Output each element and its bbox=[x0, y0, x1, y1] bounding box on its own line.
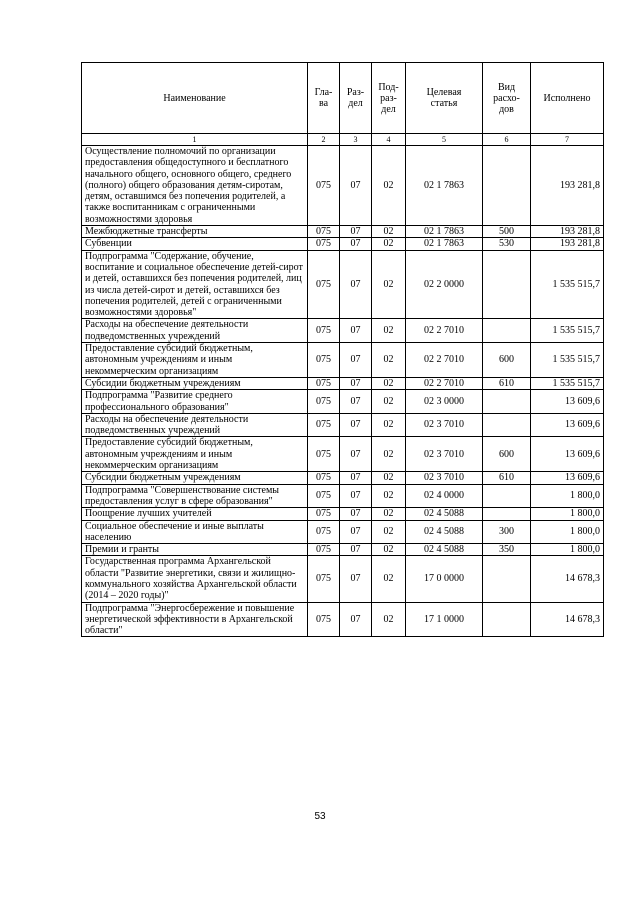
name-cell: Субвенции bbox=[82, 238, 308, 250]
table-row bbox=[82, 226, 604, 238]
column-number: 6 bbox=[483, 134, 531, 146]
vid-cell: 500 bbox=[483, 226, 531, 238]
glava-cell: 075 bbox=[308, 390, 340, 414]
name-cell: Подпрограмма "Развитие среднего профессионального образования" bbox=[82, 390, 308, 414]
table-row bbox=[82, 472, 604, 484]
podrazdel-cell: 02 bbox=[372, 508, 406, 520]
amount-cell: 13 609,6 bbox=[531, 413, 604, 437]
name-cell: Расходы на обеспечение деятельности подведомственных учреждений bbox=[82, 413, 308, 437]
vid-cell: 300 bbox=[483, 520, 531, 544]
razdel-cell: 07 bbox=[340, 556, 372, 602]
amount-cell: 14 678,3 bbox=[531, 556, 604, 602]
podrazdel-cell: 02 bbox=[372, 250, 406, 319]
table-header bbox=[82, 63, 604, 146]
amount-cell: 1 800,0 bbox=[531, 508, 604, 520]
header-amount: Исполнено bbox=[531, 63, 604, 134]
vid-cell bbox=[483, 508, 531, 520]
statya-cell: 02 2 7010 bbox=[406, 343, 483, 378]
name-cell: Субсидии бюджетным учреждениям bbox=[82, 377, 308, 389]
table-row bbox=[82, 508, 604, 520]
razdel-cell: 07 bbox=[340, 343, 372, 378]
podrazdel-cell: 02 bbox=[372, 437, 406, 472]
statya-cell: 02 4 0000 bbox=[406, 484, 483, 508]
razdel-cell: 07 bbox=[340, 520, 372, 544]
podrazdel-cell: 02 bbox=[372, 226, 406, 238]
razdel-cell: 07 bbox=[340, 472, 372, 484]
table-row bbox=[82, 484, 604, 508]
glava-cell: 075 bbox=[308, 602, 340, 637]
column-number: 7 bbox=[531, 134, 604, 146]
statya-cell: 02 2 0000 bbox=[406, 250, 483, 319]
amount-cell: 1 535 515,7 bbox=[531, 250, 604, 319]
table-body bbox=[82, 146, 604, 637]
table-row bbox=[82, 250, 604, 319]
razdel-cell: 07 bbox=[340, 437, 372, 472]
vid-cell: 600 bbox=[483, 437, 531, 472]
column-number: 2 bbox=[308, 134, 340, 146]
statya-cell: 02 3 7010 bbox=[406, 437, 483, 472]
amount-cell: 193 281,8 bbox=[531, 226, 604, 238]
razdel-cell: 07 bbox=[340, 377, 372, 389]
amount-cell: 1 800,0 bbox=[531, 484, 604, 508]
statya-cell: 02 1 7863 bbox=[406, 146, 483, 226]
razdel-cell: 07 bbox=[340, 319, 372, 343]
statya-cell: 02 1 7863 bbox=[406, 226, 483, 238]
statya-cell: 02 3 0000 bbox=[406, 390, 483, 414]
razdel-cell: 07 bbox=[340, 544, 372, 556]
vid-cell bbox=[483, 250, 531, 319]
vid-cell bbox=[483, 390, 531, 414]
razdel-cell: 07 bbox=[340, 484, 372, 508]
table-row bbox=[82, 556, 604, 602]
podrazdel-cell: 02 bbox=[372, 238, 406, 250]
column-number: 4 bbox=[372, 134, 406, 146]
statya-cell: 17 1 0000 bbox=[406, 602, 483, 637]
budget-table bbox=[81, 62, 604, 637]
table-row bbox=[82, 343, 604, 378]
amount-cell: 14 678,3 bbox=[531, 602, 604, 637]
vid-cell bbox=[483, 484, 531, 508]
podrazdel-cell: 02 bbox=[372, 484, 406, 508]
razdel-cell: 07 bbox=[340, 250, 372, 319]
header-row bbox=[82, 63, 604, 134]
podrazdel-cell: 02 bbox=[372, 377, 406, 389]
statya-cell: 02 2 7010 bbox=[406, 377, 483, 389]
table-row bbox=[82, 390, 604, 414]
razdel-cell: 07 bbox=[340, 508, 372, 520]
amount-cell: 1 800,0 bbox=[531, 520, 604, 544]
header-statya: Целевая статья bbox=[406, 63, 483, 134]
table-row bbox=[82, 238, 604, 250]
table-row bbox=[82, 413, 604, 437]
razdel-cell: 07 bbox=[340, 413, 372, 437]
table-row bbox=[82, 377, 604, 389]
vid-cell: 600 bbox=[483, 343, 531, 378]
amount-cell: 1 535 515,7 bbox=[531, 319, 604, 343]
name-cell: Межбюджетные трансферты bbox=[82, 226, 308, 238]
statya-cell: 02 3 7010 bbox=[406, 472, 483, 484]
statya-cell: 02 3 7010 bbox=[406, 413, 483, 437]
vid-cell bbox=[483, 413, 531, 437]
vid-cell: 350 bbox=[483, 544, 531, 556]
amount-cell: 13 609,6 bbox=[531, 437, 604, 472]
column-number-row bbox=[82, 134, 604, 146]
podrazdel-cell: 02 bbox=[372, 390, 406, 414]
razdel-cell: 07 bbox=[340, 390, 372, 414]
vid-cell bbox=[483, 602, 531, 637]
header-podrazdel: Под- раз- дел bbox=[372, 63, 406, 134]
podrazdel-cell: 02 bbox=[372, 472, 406, 484]
column-number: 5 bbox=[406, 134, 483, 146]
column-number: 1 bbox=[82, 134, 308, 146]
glava-cell: 075 bbox=[308, 556, 340, 602]
name-cell: Предоставление субсидий бюджетным, автономным учреждениям и иным некоммерческим организациям bbox=[82, 343, 308, 378]
header-razdel: Раз- дел bbox=[340, 63, 372, 134]
glava-cell: 075 bbox=[308, 484, 340, 508]
name-cell: Социальное обеспечение и иные выплаты населению bbox=[82, 520, 308, 544]
name-cell: Предоставление субсидий бюджетным, автономным учреждениям и иным некоммерческим организациям bbox=[82, 437, 308, 472]
razdel-cell: 07 bbox=[340, 146, 372, 226]
name-cell: Осуществление полномочий по организации предоставления общедоступного и бесплатного начального общего, основного общего, среднего (полного) общего образования детям-сиротам, детям, оставшимся без попечения родителей, а также воспитанникам с ограниченными возможностями здоровья bbox=[82, 146, 308, 226]
razdel-cell: 07 bbox=[340, 226, 372, 238]
name-cell: Расходы на обеспечение деятельности подведомственных учреждений bbox=[82, 319, 308, 343]
table-row bbox=[82, 437, 604, 472]
podrazdel-cell: 02 bbox=[372, 319, 406, 343]
table-row bbox=[82, 544, 604, 556]
vid-cell bbox=[483, 319, 531, 343]
amount-cell: 1 535 515,7 bbox=[531, 377, 604, 389]
podrazdel-cell: 02 bbox=[372, 520, 406, 544]
vid-cell: 610 bbox=[483, 472, 531, 484]
amount-cell: 13 609,6 bbox=[531, 472, 604, 484]
column-number: 3 bbox=[340, 134, 372, 146]
header-name: Наименование bbox=[82, 63, 308, 134]
glava-cell: 075 bbox=[308, 226, 340, 238]
glava-cell: 075 bbox=[308, 238, 340, 250]
vid-cell: 610 bbox=[483, 377, 531, 389]
name-cell: Поощрение лучших учителей bbox=[82, 508, 308, 520]
amount-cell: 13 609,6 bbox=[531, 390, 604, 414]
table-row bbox=[82, 146, 604, 226]
amount-cell: 193 281,8 bbox=[531, 146, 604, 226]
podrazdel-cell: 02 bbox=[372, 556, 406, 602]
name-cell: Подпрограмма "Содержание, обучение, воспитание и социальное обеспечение детей-сирот и детей, оставшихся без попечения родителей, лиц из числа детей-сирот и детей, оставшихся без попечения родителей, детей с ограниченными возможностями здоровья" bbox=[82, 250, 308, 319]
glava-cell: 075 bbox=[308, 413, 340, 437]
statya-cell: 02 2 7010 bbox=[406, 319, 483, 343]
glava-cell: 075 bbox=[308, 520, 340, 544]
vid-cell: 530 bbox=[483, 238, 531, 250]
header-glava: Гла- ва bbox=[308, 63, 340, 134]
table-row bbox=[82, 520, 604, 544]
statya-cell: 02 4 5088 bbox=[406, 544, 483, 556]
name-cell: Субсидии бюджетным учреждениям bbox=[82, 472, 308, 484]
amount-cell: 1 535 515,7 bbox=[531, 343, 604, 378]
page-number: 53 bbox=[314, 811, 326, 822]
podrazdel-cell: 02 bbox=[372, 343, 406, 378]
name-cell: Подпрограмма "Энергосбережение и повышение энергетической эффективности в Архангельской области" bbox=[82, 602, 308, 637]
glava-cell: 075 bbox=[308, 544, 340, 556]
glava-cell: 075 bbox=[308, 250, 340, 319]
glava-cell: 075 bbox=[308, 146, 340, 226]
razdel-cell: 07 bbox=[340, 238, 372, 250]
glava-cell: 075 bbox=[308, 437, 340, 472]
name-cell: Государственная программа Архангельской области "Развитие энергетики, связи и жилищно-коммунального хозяйства Архангельской области (2014 – 2020 годы)" bbox=[82, 556, 308, 602]
name-cell: Премии и гранты bbox=[82, 544, 308, 556]
statya-cell: 02 4 5088 bbox=[406, 508, 483, 520]
name-cell: Подпрограмма "Совершенствование системы предоставления услуг в сфере образования" bbox=[82, 484, 308, 508]
glava-cell: 075 bbox=[308, 343, 340, 378]
statya-cell: 17 0 0000 bbox=[406, 556, 483, 602]
podrazdel-cell: 02 bbox=[372, 544, 406, 556]
glava-cell: 075 bbox=[308, 377, 340, 389]
podrazdel-cell: 02 bbox=[372, 146, 406, 226]
vid-cell bbox=[483, 146, 531, 226]
statya-cell: 02 1 7863 bbox=[406, 238, 483, 250]
podrazdel-cell: 02 bbox=[372, 602, 406, 637]
vid-cell bbox=[483, 556, 531, 602]
glava-cell: 075 bbox=[308, 319, 340, 343]
statya-cell: 02 4 5088 bbox=[406, 520, 483, 544]
amount-cell: 193 281,8 bbox=[531, 238, 604, 250]
table-row bbox=[82, 319, 604, 343]
amount-cell: 1 800,0 bbox=[531, 544, 604, 556]
glava-cell: 075 bbox=[308, 472, 340, 484]
razdel-cell: 07 bbox=[340, 602, 372, 637]
podrazdel-cell: 02 bbox=[372, 413, 406, 437]
table-row bbox=[82, 602, 604, 637]
header-vid: Вид расхо- дов bbox=[483, 63, 531, 134]
glava-cell: 075 bbox=[308, 508, 340, 520]
